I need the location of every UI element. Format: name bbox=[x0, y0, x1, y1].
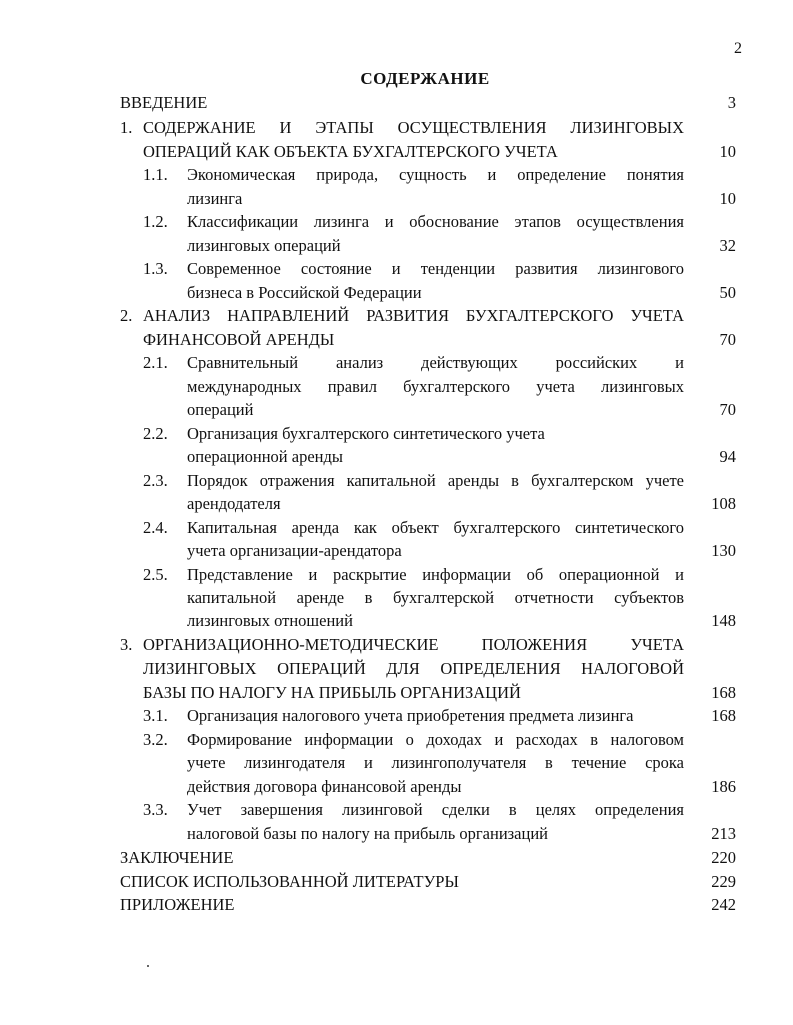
section-number: 3.1. bbox=[143, 706, 168, 725]
section-number: 2.4. bbox=[143, 518, 168, 537]
section-title-line: операционной аренды bbox=[187, 447, 343, 466]
section-title-line: лизинговых операций bbox=[187, 236, 341, 255]
toc-page-number: 70 bbox=[719, 400, 736, 419]
toc-entry-label: СПИСОК ИСПОЛЬЗОВАННОЙ ЛИТЕРАТУРЫ bbox=[120, 872, 459, 891]
section-title-line: международных правил бухгалтерского учета лизинговых bbox=[187, 377, 684, 396]
toc-page-number: 213 bbox=[711, 824, 736, 843]
section-number: 2.5. bbox=[143, 565, 168, 584]
section-number: 1.1. bbox=[143, 165, 168, 184]
toc-page-number: 148 bbox=[711, 611, 736, 630]
section-number: 2.2. bbox=[143, 424, 168, 443]
chapter-title-line: ОПЕРАЦИЙ КАК ОБЪЕКТА БУХГАЛТЕРСКОГО УЧЕТА bbox=[143, 142, 558, 161]
chapter-number: 1. bbox=[120, 118, 133, 137]
toc-page-number: 186 bbox=[711, 777, 736, 796]
section-title-line: Формирование информации о доходах и расходах в налоговом bbox=[187, 730, 684, 749]
section-number: 1.3. bbox=[143, 259, 168, 278]
page-title: СОДЕРЖАНИЕ bbox=[360, 69, 490, 88]
section-number: 2.1. bbox=[143, 353, 168, 372]
chapter-title-line: БАЗЫ ПО НАЛОГУ НА ПРИБЫЛЬ ОРГАНИЗАЦИЙ bbox=[143, 683, 521, 702]
page-number: 2 bbox=[734, 40, 742, 57]
section-title-line: бизнеса в Российской Федерации bbox=[187, 283, 422, 302]
section-title-line: Порядок отражения капитальной аренды в бухгалтерском учете bbox=[187, 471, 684, 490]
toc-page-number: 94 bbox=[719, 447, 736, 466]
section-title-line: Организация бухгалтерского синтетического учета bbox=[187, 424, 545, 443]
section-title-line: налоговой базы по налогу на прибыль организаций bbox=[187, 824, 548, 843]
scan-speck bbox=[147, 965, 149, 967]
section-title-line: операций bbox=[187, 400, 254, 419]
section-title-line: учете лизингодателя и лизингополучателя в течение срока bbox=[187, 753, 684, 772]
toc-page-number: 168 bbox=[711, 683, 736, 702]
toc-page-number: 3 bbox=[727, 93, 736, 112]
toc-page-number: 220 bbox=[711, 848, 736, 867]
chapter-number: 3. bbox=[120, 635, 133, 654]
section-title-line: лизинга bbox=[187, 189, 243, 208]
toc-page-number: 130 bbox=[711, 541, 736, 560]
section-title-line: Капитальная аренда как объект бухгалтерского синтетического bbox=[187, 518, 684, 537]
toc-page-number: 229 bbox=[711, 872, 736, 891]
section-title-line: учета организации-арендатора bbox=[187, 541, 402, 560]
chapter-title-line: АНАЛИЗ НАПРАВЛЕНИЙ РАЗВИТИЯ БУХГАЛТЕРСКОГО УЧЕТА bbox=[143, 306, 684, 325]
section-number: 1.2. bbox=[143, 212, 168, 231]
section-title-line: Экономическая природа, сущность и определение понятия bbox=[187, 165, 684, 184]
toc-page-number: 50 bbox=[719, 283, 736, 302]
section-number: 3.3. bbox=[143, 800, 168, 819]
toc-entry-label: ПРИЛОЖЕНИЕ bbox=[120, 895, 235, 914]
toc-page-number: 10 bbox=[719, 142, 736, 161]
section-title-line: Сравнительный анализ действующих российских и bbox=[187, 353, 684, 372]
toc-page-number: 168 bbox=[711, 706, 736, 725]
chapter-title-line: ЛИЗИНГОВЫХ ОПЕРАЦИЙ ДЛЯ ОПРЕДЕЛЕНИЯ НАЛОГОВОЙ bbox=[143, 659, 684, 678]
section-title-line: действия договора финансовой аренды bbox=[187, 777, 462, 796]
toc-page-number: 242 bbox=[711, 895, 736, 914]
section-title-line: лизинговых отношений bbox=[187, 611, 353, 630]
section-number: 2.3. bbox=[143, 471, 168, 490]
section-title-line: Классификации лизинга и обоснование этапов осуществления bbox=[187, 212, 684, 231]
toc-entry-label: ВВЕДЕНИЕ bbox=[120, 93, 208, 112]
section-title-line: капитальной аренде в бухгалтерской отчетности субъектов bbox=[187, 588, 684, 607]
toc-page-number: 32 bbox=[719, 236, 736, 255]
chapter-title-line: СОДЕРЖАНИЕ И ЭТАПЫ ОСУЩЕСТВЛЕНИЯ ЛИЗИНГОВЫХ bbox=[143, 118, 684, 137]
section-title-line: Современное состояние и тенденции развития лизингового bbox=[187, 259, 684, 278]
toc-entry-label: ЗАКЛЮЧЕНИЕ bbox=[120, 848, 234, 867]
toc-page-number: 108 bbox=[711, 494, 736, 513]
section-title-line: арендодателя bbox=[187, 494, 281, 513]
chapter-title-line: ФИНАНСОВОЙ АРЕНДЫ bbox=[143, 330, 335, 349]
section-number: 3.2. bbox=[143, 730, 168, 749]
section-title-line: Представление и раскрытие информации об операционной и bbox=[187, 565, 684, 584]
section-title-line: Учет завершения лизинговой сделки в целях определения bbox=[187, 800, 684, 819]
toc-page-number: 70 bbox=[719, 330, 736, 349]
section-title-line: Организация налогового учета приобретения предмета лизинга bbox=[187, 706, 634, 725]
chapter-title-line: ОРГАНИЗАЦИОННО-МЕТОДИЧЕСКИЕ ПОЛОЖЕНИЯ УЧЕТА bbox=[143, 635, 684, 654]
toc-page-number: 10 bbox=[719, 189, 736, 208]
chapter-number: 2. bbox=[120, 306, 133, 325]
